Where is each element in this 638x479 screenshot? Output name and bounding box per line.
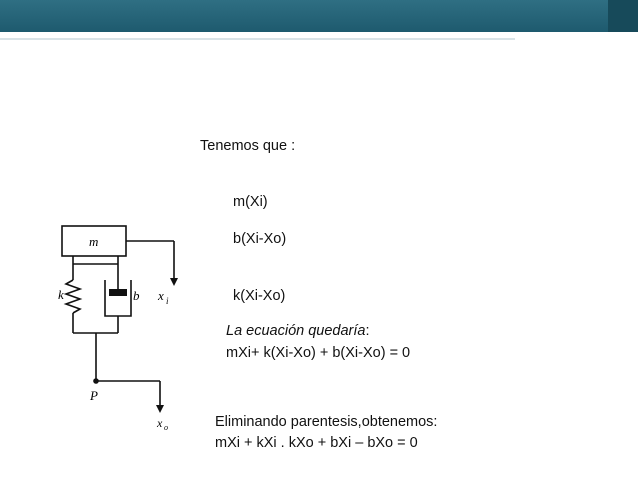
- output-label: x: [157, 416, 163, 430]
- output-subscript: o: [164, 423, 168, 432]
- spring-label: k: [58, 287, 64, 302]
- term-mass: m(Xi): [233, 194, 268, 210]
- point-p-dot: [93, 378, 99, 384]
- equation-label: La ecuación quedaría: [226, 323, 366, 339]
- term-spring: k(Xi-Xo): [233, 288, 286, 304]
- input-subscript: i: [166, 296, 169, 306]
- intro-text: Tenemos que :: [200, 138, 296, 154]
- point-p-label: P: [90, 388, 98, 403]
- input-label: x: [158, 288, 164, 303]
- term-damper: b(Xi-Xo): [233, 231, 287, 247]
- output-arrowhead: [156, 405, 164, 413]
- result-label: Eliminando parentesis,obtenemos:: [215, 414, 438, 430]
- equation-label-colon: :: [365, 323, 370, 339]
- damper-piston: [109, 289, 127, 296]
- result-equation: mXi + kXi . kXo + bXi – bXo = 0: [215, 435, 418, 451]
- input-arrowhead: [170, 278, 178, 286]
- mass-label: m: [89, 234, 99, 249]
- damper-label: b: [133, 288, 140, 303]
- equation-text: mXi+ k(Xi-Xo) + b(Xi-Xo) = 0: [226, 345, 411, 361]
- spring-coil: [66, 280, 80, 313]
